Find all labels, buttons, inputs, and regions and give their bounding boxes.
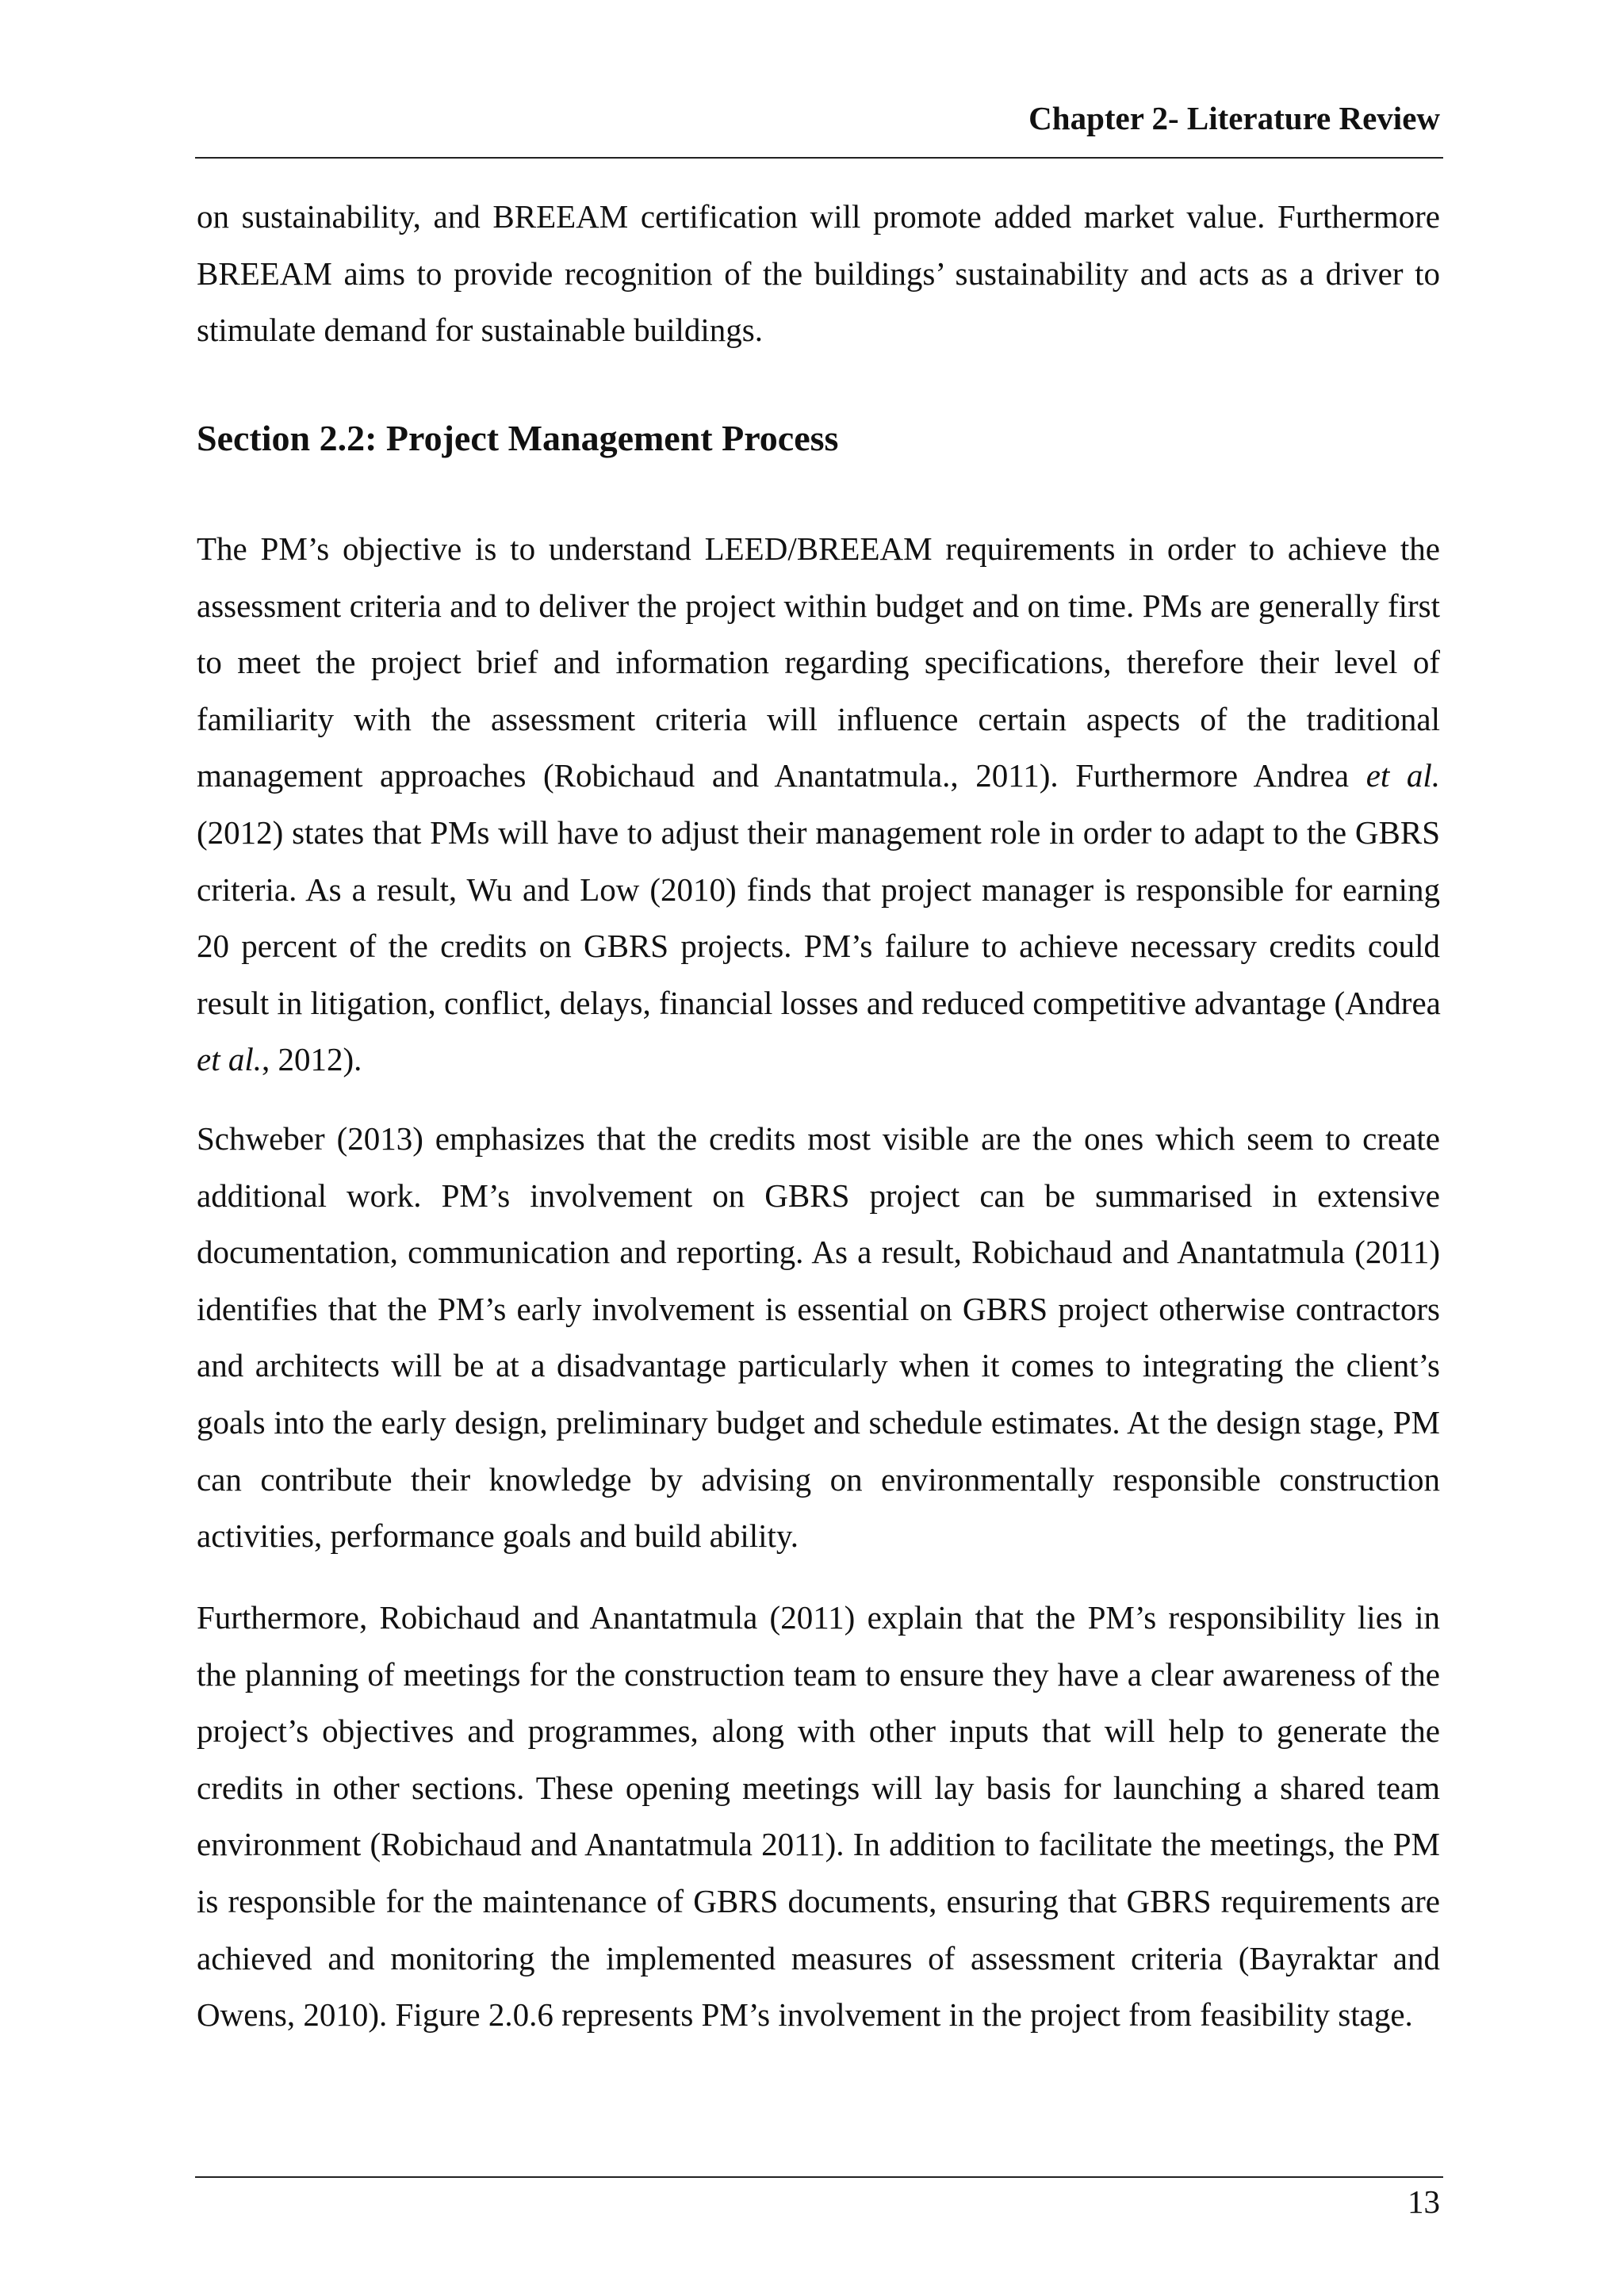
text-segment: result in litigation, conflict, delays, financial losses and reduced competitive advantage (Andrea (197, 984, 1441, 1021)
text-segment: achieved and monitoring the implemented measures of assessment criteria (Bayraktar and (197, 1939, 1440, 1976)
text-line (197, 975, 1440, 1032)
text-line (197, 246, 1440, 303)
text-segment: on sustainability, and BREEAM certification will promote added market value. Furthermore (197, 198, 1440, 235)
text-segment: Furthermore, Robichaud and Anantatmula (2011) explain that the PM’s responsibility lies in (197, 1599, 1440, 1636)
page-number: 13 (1408, 2183, 1440, 2220)
text-line (197, 634, 1440, 691)
text-line (197, 1508, 1440, 1565)
text-line (197, 1031, 1440, 1089)
text-line (197, 189, 1440, 246)
text-line (197, 1816, 1440, 1873)
text-line (197, 1873, 1440, 1931)
chapter-header: Chapter 2- Literature Review (1028, 100, 1440, 136)
text-line (197, 302, 1440, 359)
text-segment: BREEAM aims to provide recognition of the buildings’ sustainability and acts as a driver to (197, 254, 1440, 292)
text-segment: , 2012). (261, 1041, 362, 1078)
text-segment: environment (Robichaud and Anantatmula 2011). In addition to facilitate the meetings, the PM (197, 1826, 1440, 1863)
text-line (197, 1760, 1440, 1817)
text-segment: The PM’s objective is to understand LEED/BREEAM requirements in order to achieve the (197, 530, 1440, 567)
italic-text: et al. (1365, 757, 1440, 794)
text-line (197, 748, 1440, 805)
paragraph-schweber (197, 1111, 1440, 1565)
text-segment: to meet the project brief and information regarding specifications, therefore their level of (197, 644, 1440, 681)
text-line (197, 1281, 1440, 1338)
text-segment: familiarity with the assessment criteria will influence certain aspects of the traditional (197, 700, 1440, 737)
text-segment: (2012) states that PMs will have to adjust their management role in order to adapt to the GBRS (197, 813, 1440, 851)
text-segment: stimulate demand for sustainable buildings. (197, 312, 763, 349)
text-line (197, 1647, 1440, 1704)
text-line (197, 1931, 1440, 1988)
text-segment: criteria. As a result, Wu and Low (2010) finds that project manager is responsible for earning (197, 871, 1440, 908)
text-line (197, 1337, 1440, 1395)
text-segment: activities, performance goals and build ability. (197, 1517, 799, 1555)
text-line (197, 578, 1440, 635)
text-segment: Schweber (2013) emphasizes that the credits most visible are the ones which seem to create (197, 1120, 1440, 1157)
text-segment: assessment criteria and to deliver the project within budget and on time. PMs are generally first (197, 587, 1440, 624)
text-line (197, 1703, 1440, 1760)
text-line (197, 691, 1440, 748)
text-line (197, 1395, 1440, 1452)
text-line (197, 1987, 1440, 2044)
text-segment: credits in other sections. These opening meetings will lay basis for launching a shared team (197, 1769, 1440, 1806)
text-segment: identifies that the PM’s early involvement is essential on GBRS project otherwise contractors (197, 1290, 1440, 1327)
text-segment: Owens, 2010). Figure 2.0.6 represents PM’s involvement in the project from feasibility stage. (197, 1996, 1413, 2034)
text-segment: documentation, communication and reporting. As a result, Robichaud and Anantatmula (2011) (197, 1234, 1440, 1271)
text-line (197, 521, 1440, 578)
text-line (197, 918, 1440, 975)
italic-text: et al. (197, 1041, 262, 1078)
paragraph-responsibility (197, 1590, 1440, 2044)
text-segment: the planning of meetings for the construction team to ensure they have a clear awareness of the (197, 1655, 1440, 1693)
text-segment: can contribute their knowledge by advising on environmentally responsible construction (197, 1460, 1440, 1498)
text-line (197, 862, 1440, 919)
text-line (197, 1168, 1440, 1225)
text-segment: and architects will be at a disadvantage particularly when it comes to integrating the client’s (197, 1347, 1440, 1384)
header-rule (195, 157, 1443, 159)
text-line (197, 1224, 1440, 1281)
text-segment: additional work. PM’s involvement on GBRS project can be summarised in extensive (197, 1177, 1440, 1214)
footer-rule (195, 2176, 1443, 2178)
text-segment: goals into the early design, preliminary budget and schedule estimates. At the design stage, PM (197, 1403, 1440, 1441)
text-line (197, 1452, 1440, 1509)
paragraph-intro (197, 189, 1440, 359)
text-line (197, 1111, 1440, 1168)
text-segment: management approaches (Robichaud and Anantatmula., 2011). Furthermore Andrea (197, 757, 1366, 794)
paragraph-pm-objective (197, 521, 1440, 1089)
text-segment: project’s objectives and programmes, along with other inputs that will help to generate the (197, 1712, 1440, 1750)
text-line (197, 805, 1440, 862)
text-line (197, 1590, 1440, 1647)
text-segment: is responsible for the maintenance of GBRS documents, ensuring that GBRS requirements are (197, 1882, 1440, 1919)
text-segment: 20 percent of the credits on GBRS projects. PM’s failure to achieve necessary credits could (197, 928, 1440, 965)
section-heading: Section 2.2: Project Management Process (197, 418, 839, 458)
